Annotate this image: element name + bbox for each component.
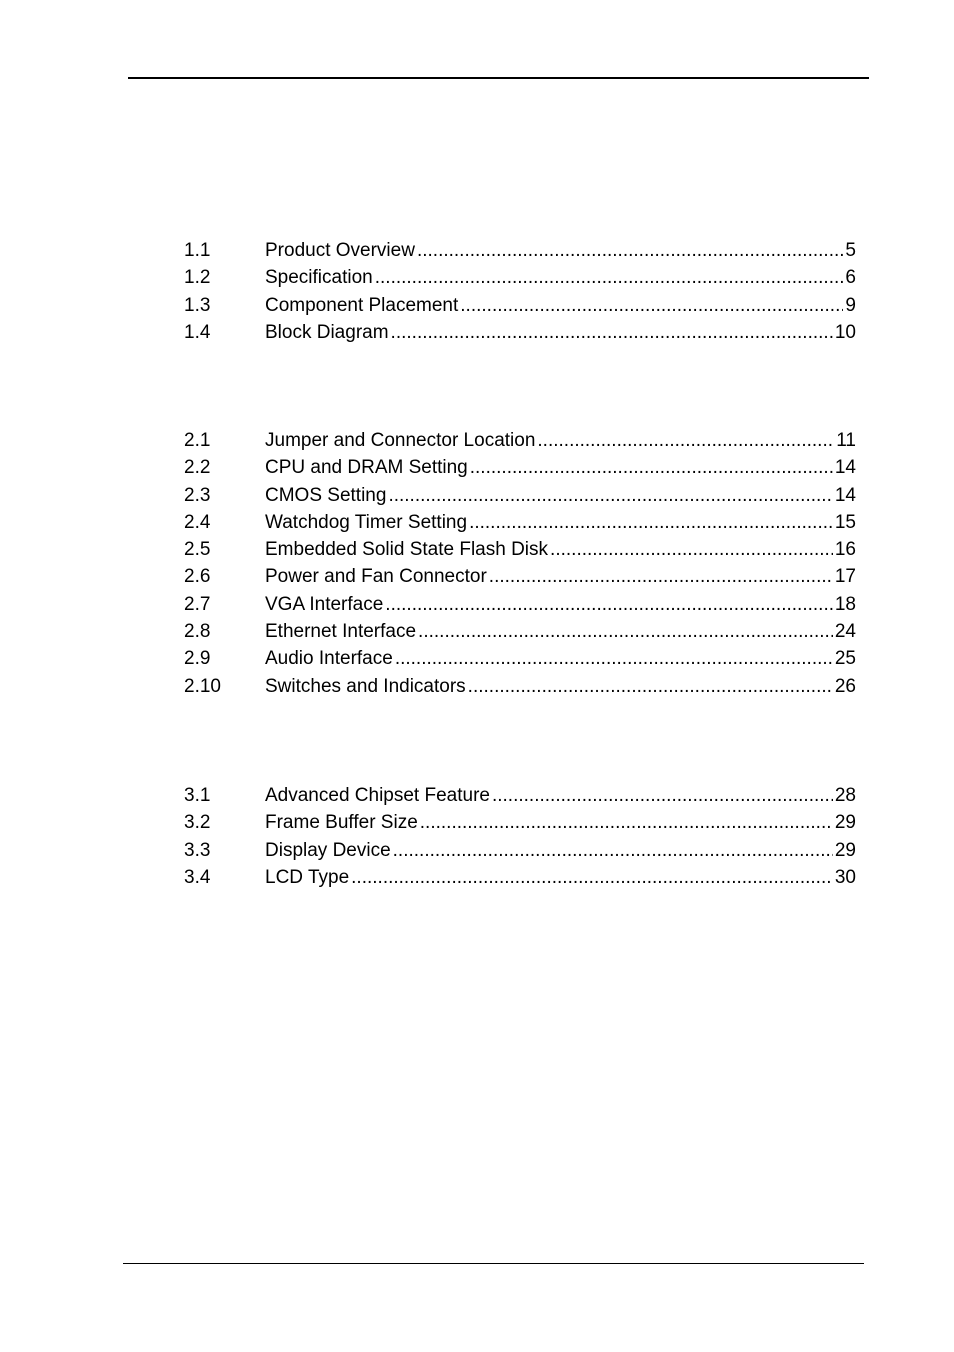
toc-leader xyxy=(375,264,844,291)
toc-entry[interactable] xyxy=(184,837,856,864)
toc-entry-page: 18 xyxy=(834,593,856,615)
toc-entry-title: Component Placement xyxy=(265,294,459,316)
toc-leader xyxy=(395,645,833,672)
toc-entry-page: 26 xyxy=(834,675,856,697)
toc-section-1 xyxy=(184,237,856,346)
toc-entry-title: Ethernet Interface xyxy=(265,621,417,643)
header-rule xyxy=(128,77,869,79)
toc-leader xyxy=(550,536,833,563)
toc-entry-page: 17 xyxy=(834,566,856,588)
toc-entry-page: 30 xyxy=(834,866,856,888)
toc-entry-title: Switches and Indicators xyxy=(265,675,466,697)
toc-leader xyxy=(460,292,843,319)
toc-entry-page: 14 xyxy=(834,484,856,506)
toc-entry-number: 2.6 xyxy=(184,566,211,588)
toc-entry-page: 10 xyxy=(834,321,856,343)
toc-entry[interactable] xyxy=(184,645,856,672)
toc-entry-page: 15 xyxy=(834,511,856,533)
toc-entry-title: CPU and DRAM Setting xyxy=(265,457,468,479)
toc-entry-number: 2.7 xyxy=(184,593,211,615)
toc-entry-page: 11 xyxy=(836,430,856,451)
toc-entry-page: 6 xyxy=(845,267,856,289)
toc-leader xyxy=(418,618,833,645)
toc-entry-title: Advanced Chipset Feature xyxy=(265,785,490,806)
toc-entry-title: VGA Interface xyxy=(265,593,384,615)
toc-entry[interactable] xyxy=(184,563,856,590)
toc-entry[interactable] xyxy=(184,319,856,346)
toc-entry-number: 2.3 xyxy=(184,484,211,506)
toc-entry-page: 9 xyxy=(845,294,856,316)
toc-leader xyxy=(417,237,843,264)
toc-entry-title: Frame Buffer Size xyxy=(265,812,418,834)
toc-entry-number: 1.3 xyxy=(184,294,211,316)
toc-entry-number: 3.2 xyxy=(184,812,211,834)
toc-leader xyxy=(420,809,833,836)
toc-entry-number: 2.8 xyxy=(184,621,211,643)
toc-entry-number: 1.2 xyxy=(184,267,211,289)
toc-entry-title: Product Overview xyxy=(265,240,415,261)
toc-entry[interactable] xyxy=(184,591,856,618)
toc-entry-number: 2.4 xyxy=(184,511,211,533)
toc-entry-number: 2.9 xyxy=(184,648,211,670)
toc-entry[interactable] xyxy=(184,264,856,291)
toc-entry[interactable] xyxy=(184,292,856,319)
toc-leader xyxy=(385,591,833,618)
toc-entry[interactable] xyxy=(184,509,856,536)
toc-leader xyxy=(537,427,834,454)
toc-entry-number: 1.4 xyxy=(184,321,211,343)
toc-entry[interactable] xyxy=(184,536,856,563)
toc-leader xyxy=(388,482,832,509)
toc-entry[interactable] xyxy=(184,427,856,454)
toc-entry[interactable] xyxy=(184,673,856,700)
toc-entry[interactable] xyxy=(184,618,856,645)
toc-entry[interactable] xyxy=(184,782,856,809)
toc-entry-page: 24 xyxy=(834,621,856,643)
toc-section-3 xyxy=(184,782,856,891)
toc-entry-title: Watchdog Timer Setting xyxy=(265,511,468,533)
toc-entry-title: Block Diagram xyxy=(265,321,389,343)
toc-entry[interactable] xyxy=(184,237,856,264)
toc-leader xyxy=(468,673,833,700)
toc-entry-title: Embedded Solid State Flash Disk xyxy=(265,539,549,561)
toc-entry-page: 16 xyxy=(834,539,856,561)
toc-entry-title: CMOS Setting xyxy=(265,484,387,506)
toc-entry-title: Audio Interface xyxy=(265,648,393,670)
toc-entry-number: 3.1 xyxy=(184,785,211,806)
toc-entry-page: 14 xyxy=(834,457,856,479)
toc-leader xyxy=(492,782,833,809)
toc-leader xyxy=(351,864,833,891)
toc-leader xyxy=(393,837,833,864)
toc-entry-title: Specification xyxy=(265,267,373,289)
toc-section-2 xyxy=(184,427,856,700)
footer-rule xyxy=(123,1263,864,1264)
toc-entry-page: 29 xyxy=(834,812,856,834)
toc-leader xyxy=(489,563,833,590)
toc-entry-page: 25 xyxy=(834,648,856,670)
toc-leader xyxy=(391,319,833,346)
toc-entry-number: 2.5 xyxy=(184,539,211,561)
toc-entry[interactable] xyxy=(184,864,856,891)
toc-entry[interactable] xyxy=(184,454,856,481)
toc-leader xyxy=(470,454,833,481)
toc-entry-number: 2.1 xyxy=(184,430,211,451)
toc-entry-number: 1.1 xyxy=(184,240,211,261)
toc-entry-number: 3.3 xyxy=(184,839,211,861)
toc-entry[interactable] xyxy=(184,809,856,836)
toc-entry-number: 3.4 xyxy=(184,866,211,888)
toc-entry-title: Jumper and Connector Location xyxy=(265,430,536,451)
toc-leader xyxy=(469,509,833,536)
toc-entry-number: 2.2 xyxy=(184,457,211,479)
toc-entry-title: Power and Fan Connector xyxy=(265,566,487,588)
toc-entry[interactable] xyxy=(184,482,856,509)
toc-entry-page: 28 xyxy=(834,785,856,806)
toc-entry-title: LCD Type xyxy=(265,866,350,888)
toc-entry-page: 29 xyxy=(834,839,856,861)
toc-entry-page: 5 xyxy=(845,240,856,261)
toc-entry-title: Display Device xyxy=(265,839,391,861)
toc-entry-number: 2.10 xyxy=(184,675,221,697)
